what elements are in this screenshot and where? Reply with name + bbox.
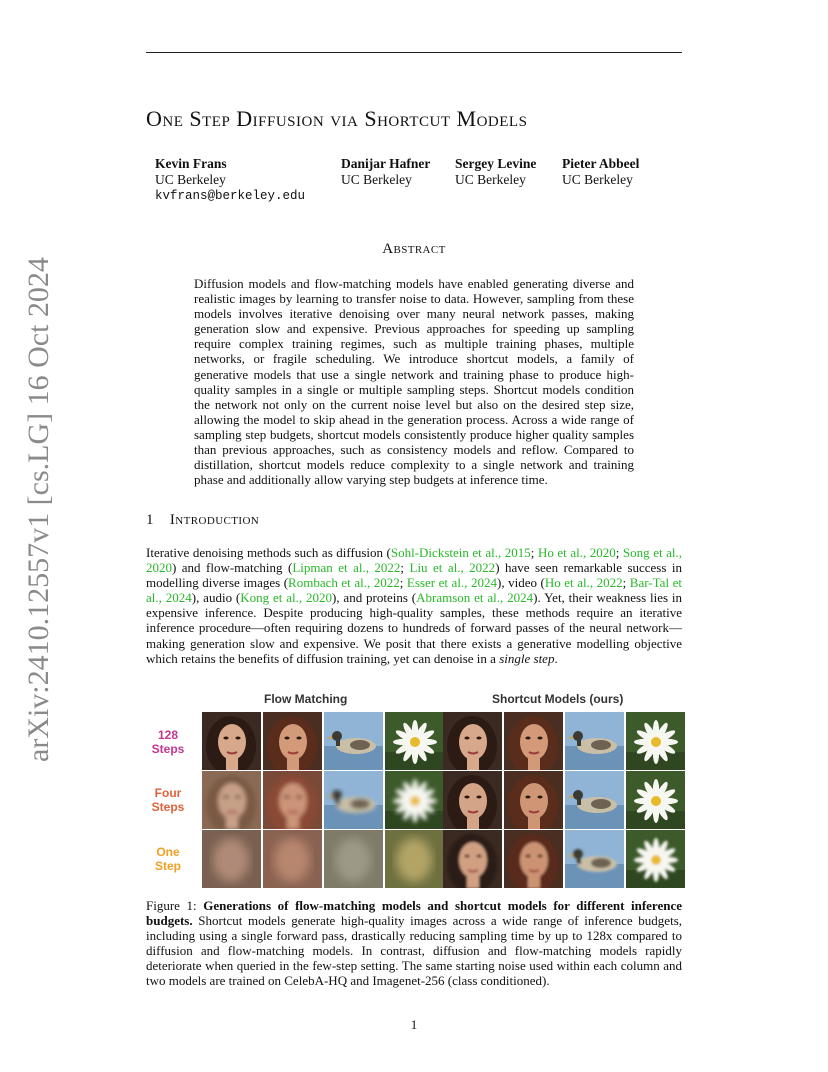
sample-image-shortcut-128-steps-face-dark-hair xyxy=(443,712,502,770)
intro-text: . xyxy=(554,650,558,666)
sample-image-flow-matching-128-steps-duck xyxy=(324,712,383,770)
row-label-line: Steps xyxy=(151,800,185,814)
author-name: Danijar Hafner xyxy=(341,156,431,171)
row-label-line: Step xyxy=(154,859,181,873)
author-affiliation: UC Berkeley xyxy=(562,172,633,187)
sample-image-shortcut-four-steps-face-dark-hair xyxy=(443,771,502,829)
figure-1 xyxy=(146,690,682,890)
author-1 xyxy=(155,156,305,204)
citation-link[interactable]: Ho et al., 2022 xyxy=(544,575,623,591)
intro-text: ; xyxy=(530,545,538,560)
citation-link[interactable]: Bar-Tal et al., 2024 xyxy=(146,575,682,606)
row-label-line: Four xyxy=(154,786,182,800)
intro-text: ; xyxy=(622,575,630,591)
arxiv-stamp: arXiv:2410.12557v1 [cs.LG] 16 Oct 2024 xyxy=(22,257,55,762)
sample-image-shortcut-one-step-daisy xyxy=(626,830,685,888)
section-title: Introduction xyxy=(169,512,260,528)
row-label-line: 128 xyxy=(157,728,179,742)
citation-link[interactable]: Song et al., 2020 xyxy=(146,545,683,576)
row-label-128-steps xyxy=(146,728,190,756)
author-name: Sergey Levine xyxy=(455,156,537,171)
citation-link[interactable]: Esser et al., 2024 xyxy=(406,575,497,591)
row-label-one-step xyxy=(146,845,190,873)
panel-title-shortcut-models: Shortcut Models (ours) xyxy=(492,692,624,706)
intro-text: ), and proteins ( xyxy=(332,590,417,606)
intro-text: ). Yet, their weakness lies in expensive inference. Despite producing high-quality samples, these methods require an iterative inference procedure—often requiring dozens to hundreds of forward passes of the neural network—making generation slow and expensive. We posit that there exists a generative modelling objective which retains the benefits of diffusion training, yet can denoise in a xyxy=(146,590,683,666)
page-number: 1 xyxy=(410,1017,418,1032)
author-email[interactable]: kvfrans@berkeley.edu xyxy=(155,189,306,203)
sample-image-flow-matching-four-steps-face-brown-hair xyxy=(263,771,322,829)
citation-link[interactable]: Lipman et al., 2022 xyxy=(292,560,401,576)
intro-text: ; xyxy=(400,560,410,576)
row-label-line: Steps xyxy=(151,742,185,756)
sample-image-flow-matching-one-step-daisy xyxy=(385,830,444,888)
paper-title: One Step Diffusion via Shortcut Models xyxy=(146,106,528,131)
abstract-heading: Abstract xyxy=(382,241,446,257)
sample-image-shortcut-one-step-duck xyxy=(565,830,624,888)
caption-bold: Generations of flow-matching models and shortcut models for different inference budgets. xyxy=(146,898,682,929)
author-affiliation: UC Berkeley xyxy=(455,172,526,187)
sample-image-shortcut-four-steps-daisy xyxy=(626,771,685,829)
citation-link[interactable]: Abramson et al., 2024 xyxy=(416,590,534,606)
sample-image-shortcut-one-step-face-brown-hair xyxy=(504,830,563,888)
abstract-text: Diffusion models and flow-matching models have enabled generating diverse and realistic images by learning to transfer noise to data. However, sampling from these models involves iterative denoising over many neural network passes, making generation slow and expensive. Previous approaches for speeding up sampling require complex training regimes, such as multiple training phases, multiple networks, or fragile scheduling. We introduce shortcut models, a family of generative models that use a single network and training phase to produce high-quality samples in a single or multiple sampling steps. Shortcut models condition the network not only on the current noise level but also on the desired step size, allowing the model to skip ahead in the generation process. Across a wide range of sampling step budgets, shortcut models consistently produce higher quality samples than previous approaches, such as consistency models and reflow. Compared to distillation, shortcut models reduce complexity to a single network and training phase and additionally allow varying step budgets at inference time. xyxy=(194,276,634,488)
intro-text: ), audio ( xyxy=(191,590,241,606)
intro-text: ) and flow-matching ( xyxy=(172,560,293,576)
citation-link[interactable]: Liu et al., 2022 xyxy=(409,560,496,576)
top-rule xyxy=(146,52,682,53)
sample-image-flow-matching-one-step-face-dark-hair xyxy=(202,830,261,888)
author-affiliation: UC Berkeley xyxy=(155,172,226,187)
citation-link[interactable]: Ho et al., 2020 xyxy=(537,545,616,560)
intro-text: ; xyxy=(615,545,623,560)
caption-prefix: Figure 1: xyxy=(146,898,204,913)
intro-text: Iterative denoising methods such as diffusion ( xyxy=(146,545,391,560)
author-name: Kevin Frans xyxy=(155,156,227,171)
section-number: 1 xyxy=(146,512,154,528)
intro-text: ), video ( xyxy=(496,575,545,591)
sample-image-flow-matching-128-steps-face-dark-hair xyxy=(202,712,261,770)
sample-image-shortcut-four-steps-face-brown-hair xyxy=(504,771,563,829)
author-2 xyxy=(341,156,430,188)
citation-link[interactable]: Kong et al., 2020 xyxy=(240,590,332,606)
sample-image-shortcut-128-steps-face-brown-hair xyxy=(504,712,563,770)
author-4 xyxy=(562,156,639,188)
citation-link[interactable]: Sohl-Dickstein et al., 2015 xyxy=(390,545,531,560)
caption-text: Shortcut models generate high-quality images across a wide range of inference budgets, including using a single forward pass, drastically reducing sampling time by up to 128x compared to diffusion and flow-matching models. In contrast, diffusion and flow-matching models rapidly deteriorate when queried in the few-step setting. The same starting noise used within each column and two models are trained on CelebA-HQ and Imagenet-256 (class conditioned). xyxy=(146,913,682,989)
author-name: Pieter Abbeel xyxy=(562,156,640,171)
sample-image-flow-matching-four-steps-face-dark-hair xyxy=(202,771,261,829)
sample-image-shortcut-one-step-face-dark-hair xyxy=(443,830,502,888)
sample-image-shortcut-128-steps-daisy xyxy=(626,712,685,770)
panel-title-flow-matching: Flow Matching xyxy=(264,692,348,706)
intro-emphasis: single step xyxy=(499,650,555,666)
sample-image-shortcut-128-steps-duck xyxy=(565,712,624,770)
sample-image-flow-matching-one-step-duck xyxy=(324,830,383,888)
sample-image-flow-matching-128-steps-daisy xyxy=(385,712,444,770)
sample-image-flow-matching-128-steps-face-brown-hair xyxy=(263,712,322,770)
author-3 xyxy=(455,156,536,188)
intro-paragraph xyxy=(146,545,682,666)
sample-image-shortcut-four-steps-duck xyxy=(565,771,624,829)
sample-image-flow-matching-four-steps-daisy xyxy=(385,771,444,829)
citation-link[interactable]: Rombach et al., 2022 xyxy=(288,575,400,591)
figure-caption xyxy=(146,898,682,989)
section-heading xyxy=(146,512,259,529)
row-label-four-steps xyxy=(146,786,190,814)
sample-image-flow-matching-four-steps-duck xyxy=(324,771,383,829)
intro-text: ) have seen remarkable success in modelling diverse images ( xyxy=(146,560,682,591)
intro-text: ; xyxy=(399,575,407,591)
author-affiliation: UC Berkeley xyxy=(341,172,412,187)
sample-image-flow-matching-one-step-face-brown-hair xyxy=(263,830,322,888)
row-label-line: One xyxy=(156,845,180,859)
